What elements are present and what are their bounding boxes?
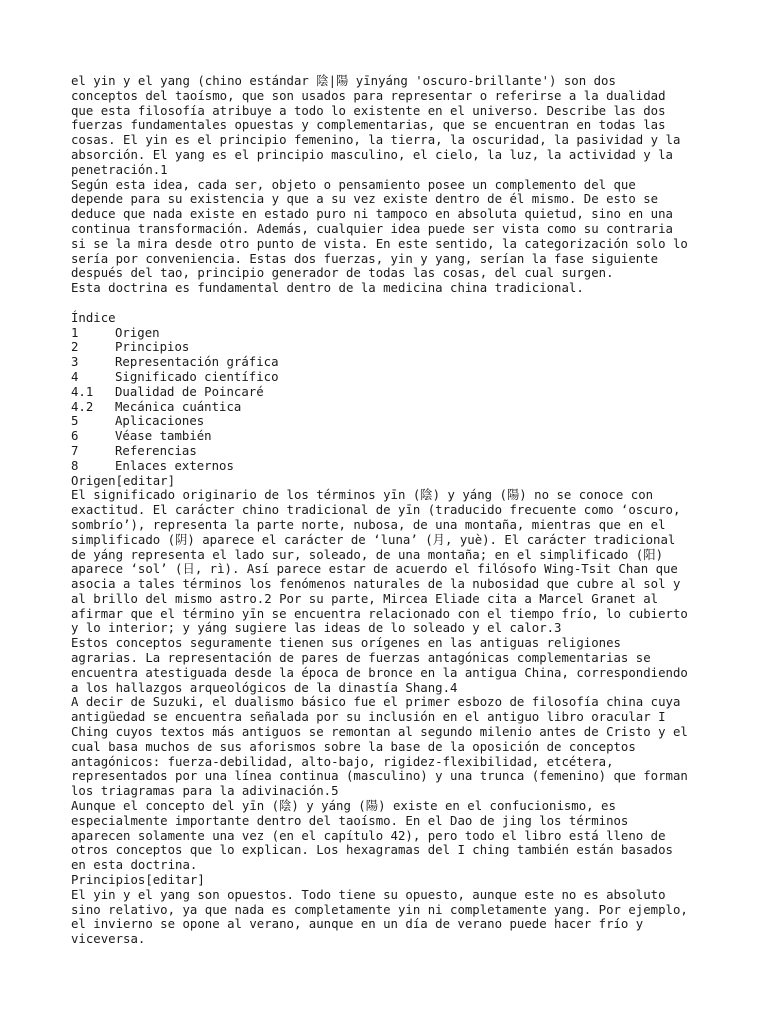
text-line: El yin y el yang son opuestos. Todo tiene su opuesto, aunque este no es absoluto <box>71 887 666 902</box>
text-line: Estos conceptos seguramente tienen sus orígenes en las antiguas religiones <box>71 636 621 651</box>
principios-section <box>71 888 768 947</box>
text-line: penetración.1 <box>71 162 168 177</box>
text-line: simplificado (阴) aparece el carácter de ‘luna’ (月, yuè). El carácter tradicional <box>71 532 676 547</box>
text-line: que esta filosofía atribuye a todo lo existente en el universo. Describe las dos <box>71 103 666 118</box>
toc-item-number: 8 <box>71 458 79 473</box>
toc-item-number: 4.1 <box>71 384 94 399</box>
section-heading-principios: Principios[editar] <box>71 873 205 888</box>
text-line: a los hallazgos arqueológicos de la dinastía Shang.4 <box>71 680 458 695</box>
toc-item-number: 2 <box>71 340 79 355</box>
text-line: exactitud. El carácter chino tradicional de yīn (traducido frecuente como ‘oscuro, <box>71 503 681 518</box>
text-line: después del tao, principio generador de todas las cosas, del cual surgen. <box>71 266 614 281</box>
toc-item[interactable] <box>71 444 768 459</box>
text-line: sino relativo, ya que nada es completamente yin ni completamente yang. Por ejemplo, <box>71 902 688 917</box>
toc-item-number: 6 <box>71 429 79 444</box>
text-line: el invierno se opone al verano, aunque en un día de verano puede hacer frío y <box>71 917 644 932</box>
text-line: los triagramas para la adivinación.5 <box>71 784 339 799</box>
text-line: continua transformación. Además, cualquier idea puede ser vista como su contraria <box>71 221 673 236</box>
toc-item-label[interactable]: Referencias <box>115 443 197 458</box>
toc-item-label[interactable]: Significado científico <box>115 369 279 384</box>
toc-item[interactable] <box>71 459 768 474</box>
toc-item[interactable] <box>71 355 768 370</box>
toc-item-label[interactable]: Principios <box>115 340 190 355</box>
text-line: y lo interior; y yáng sugiere las ideas de lo soleado y el calor.3 <box>71 621 562 636</box>
text-line: afirmar que el término yīn se encuentra relacionado con el tiempo frío, lo cubierto <box>71 606 688 621</box>
spacer <box>71 296 768 311</box>
text-line: si se la mira desde otro punto de vista. En este sentido, la categorización solo lo <box>71 236 688 251</box>
text-line: El significado originario de los términos yīn (陰) y yáng (陽) no se conoce con <box>71 488 654 503</box>
text-line: asocia a tales términos los fenómenos naturales de la nubosidad que cubre al sol y <box>71 577 681 592</box>
toc-item-label[interactable]: Dualidad de Poincaré <box>115 384 264 399</box>
toc-item[interactable] <box>71 340 768 355</box>
text-line: deduce que nada existe en estado puro ni tampoco en absoluta quietud, sino en una <box>71 207 673 222</box>
toc-item[interactable] <box>71 429 768 444</box>
toc-item-number: 4 <box>71 369 79 384</box>
text-line: al brillo del mismo astro.2 Por su parte, Mircea Eliade cita a Marcel Granet al <box>71 591 659 606</box>
text-line: fuerzas fundamentales opuestas y complementarias, que se encuentran en todas las <box>71 118 666 133</box>
toc-item-number: 4.2 <box>71 399 94 414</box>
text-line: Esta doctrina es fundamental dentro de la medicina china tradicional. <box>71 281 584 296</box>
text-line: depende para su existencia y que a su vez existe dentro de él mismo. De esto se <box>71 192 659 207</box>
text-line: representados por una línea continua (masculino) y una trunca (femenino) que forman <box>71 769 688 784</box>
text-line: antagónicos: fuerza-debilidad, alto-bajo, rigidez-flexibilidad, etcétera, <box>71 754 614 769</box>
text-line: viceversa. <box>71 932 146 947</box>
text-line: aparecen solamente una vez (en el capítulo 42), pero todo el libro está lleno de <box>71 828 666 843</box>
table-of-contents <box>71 326 768 474</box>
intro-section <box>71 74 768 296</box>
toc-item-label[interactable]: Origen <box>115 325 160 340</box>
section-heading-origen: Origen[editar] <box>71 473 176 488</box>
text-line: de yáng representa el lado sur, soleado, de una montaña; en el simplificado (阳) <box>71 547 664 562</box>
text-line: el yin y el yang (chino estándar 陰|陽 yīnyáng 'oscuro-brillante') son dos <box>71 74 616 88</box>
toc-item[interactable] <box>71 370 768 385</box>
text-line: aparece ‘sol’ (日, rì). Así parece estar de acuerdo el filósofo Wing-Tsit Chan que <box>71 562 678 577</box>
toc-item[interactable] <box>71 326 768 341</box>
toc-item-number: 3 <box>71 355 79 370</box>
text-line: sombrío’), representa la parte norte, nubosa, de una montaña, mientras que en el <box>71 517 666 532</box>
text-line: conceptos del taoísmo, que son usados para representar o referirse a la dualidad <box>71 88 666 103</box>
toc-item-number: 1 <box>71 325 79 340</box>
text-line: otros conceptos que lo explican. Los hexagramas del I ching también están basados <box>71 843 673 858</box>
toc-item-label[interactable]: Aplicaciones <box>115 414 205 429</box>
toc-item-label[interactable]: Representación gráfica <box>115 355 279 370</box>
toc-item-number: 7 <box>71 443 79 458</box>
toc-item[interactable] <box>71 414 768 429</box>
text-line: Según esta idea, cada ser, objeto o pensamiento posee un complemento del que <box>71 177 636 192</box>
origen-section <box>71 488 768 873</box>
toc-item-label[interactable]: Véase también <box>115 429 212 444</box>
text-line: A decir de Suzuki, el dualismo básico fue el primer esbozo de filosofía china cuya <box>71 695 681 710</box>
toc-item-label[interactable]: Enlaces externos <box>115 458 234 473</box>
text-line: absorción. El yang es el principio masculino, el cielo, la luz, la actividad y la <box>71 147 673 162</box>
text-line: cual basa muchos de sus aforismos sobre la base de la oposición de conceptos <box>71 739 636 754</box>
text-line: antigüedad se encuentra señalada por su inclusión en el antiguo libro oracular I <box>71 710 666 725</box>
toc-item-number: 5 <box>71 414 79 429</box>
text-line: cosas. El yin es el principio femenino, la tierra, la oscuridad, la pasividad y la <box>71 133 681 148</box>
toc-item-label[interactable]: Mecánica cuántica <box>115 399 242 414</box>
text-line: Ching cuyos textos más antiguos se remontan al segundo milenio antes de Cristo y el <box>71 725 688 740</box>
toc-item[interactable] <box>71 385 768 400</box>
text-line: sería por conveniencia. Estas dos fuerzas, yin y yang, serían la fase siguiente <box>71 251 659 266</box>
toc-title: Índice <box>71 310 116 325</box>
text-line: encuentra atestiguada desde la época de bronce en la antigua China, correspondiendo <box>71 665 688 680</box>
text-line: Aunque el concepto del yīn (陰) y yáng (陽) existe en el confucionismo, es <box>71 799 616 814</box>
text-line: agrarias. La representación de pares de fuerzas antagónicas complementarias se <box>71 651 651 666</box>
text-line: en esta doctrina. <box>71 858 198 873</box>
text-line: especialmente importante dentro del taoísmo. En el Dao de jing los términos <box>71 813 629 828</box>
toc-item[interactable] <box>71 400 768 415</box>
